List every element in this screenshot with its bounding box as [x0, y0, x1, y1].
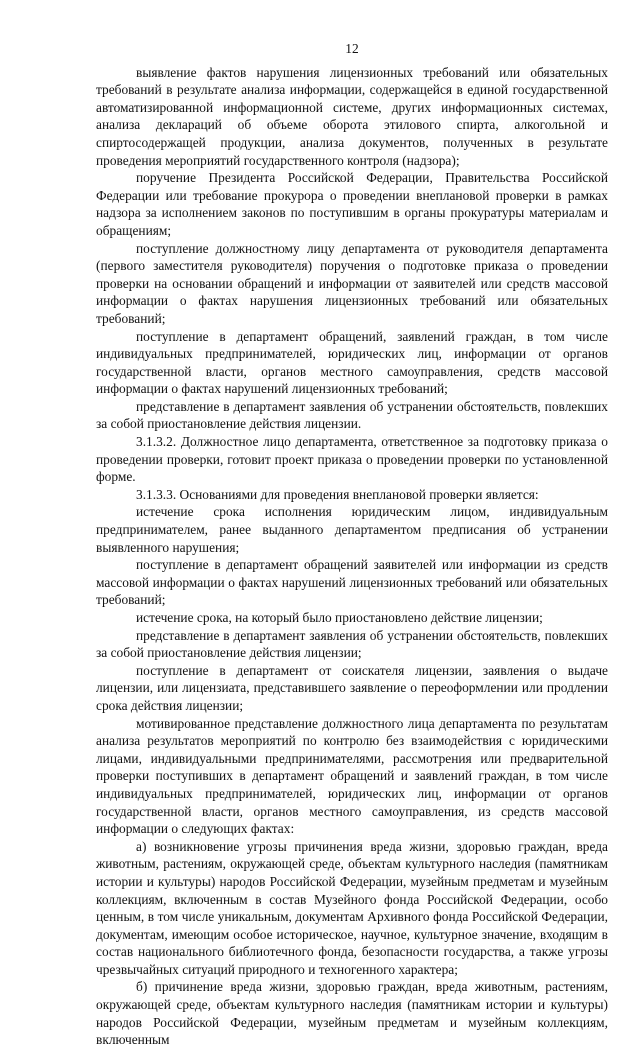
- paragraph: 3.1.3.3. Основаниями для проведения внеплановой проверки является:: [136, 486, 539, 502]
- paragraph: поступление в департамент обращений заявителей или информации из средств массовой информации о фактах нарушений лицензионных требований или обязательных требований;: [96, 557, 608, 608]
- paragraph: 3.1.3.2. Должностное лицо департамента, ответственное за подготовку приказа о проведении проверки, готовит проект приказа о проведении проверки по установленной форме.: [96, 434, 608, 485]
- paragraph: а) возникновение угрозы причинения вреда жизни, здоровью граждан, вреда животным, растениям, окружающей среде, объектам культурного наследия (памятникам истории и культуры) народов Российской Федерации, музейным предметам и музейным коллекциям, включенным в состав Музейного фонда Российской Федерации, особо ценным, в том числе уникальным, документам Архивного фонда Российской Федерации, документам, имеющим особое историческое, научное, культурное значение, входящим в состав национального библиотечного фонда, безопасности государства, а также угрозы чрезвычайных ситуаций природного и техногенного характера;: [96, 838, 608, 977]
- document-page: [96, 40, 608, 1049]
- paragraph: истечение срока исполнения юридическим лицом, индивидуальным предпринимателем, ранее выданного департаментом предписания об устранении выявленного нарушения;: [96, 504, 608, 555]
- paragraph: поручение Президента Российской Федерации, Правительства Российской Федерации или требование прокурора о проведении внеплановой проверки в рамках надзора за исполнением законов по поступившим в органы прокуратуры материалам и обращениям;: [96, 170, 608, 238]
- paragraph: б) причинение вреда жизни, здоровью граждан, вреда животным, растениям, окружающей среде, объектам культурного наследия (памятникам истории и культуры) народов Российской Федерации, музейным предметам и музейным коллекциям, включенным: [96, 979, 608, 1048]
- paragraph: выявление фактов нарушения лицензионных требований или обязательных требований в результате анализа информации, содержащейся в единой государственной автоматизированной информационной системе, других информационных системах, анализа деклараций об объеме оборота этилового спирта, алкогольной и спиртосодержащей продукции, анализа документов, полученных в результате проведения мероприятий государственного контроля (надзора);: [96, 64, 608, 168]
- paragraph: истечение срока, на который было приостановлено действие лицензии;: [136, 610, 543, 625]
- paragraph: представление в департамент заявления об устранении обстоятельств, повлекших за собой приостановление действия лицензии;: [96, 627, 608, 661]
- paragraph: поступление в департамент от соискателя лицензии, заявления о выдаче лицензии, или лицензиата, представившего заявление о переоформлении или продлении срока действия лицензии;: [96, 662, 608, 713]
- paragraph: поступление в департамент обращений, заявлений граждан, в том числе индивидуальных предпринимателей, юридических лиц, информации от органов государственной власти, органов местного самоуправления, средств массовой информации о фактах нарушений лицензионных требований;: [96, 328, 608, 397]
- paragraph: поступление должностному лицу департамента от руководителя департамента (первого заместителя руководителя) поручения о подготовке приказа о проведении проверки на основании обращений и информации от заявителей или средств массовой информации о фактах нарушения лицензионных требований или обязательных требований;: [96, 240, 608, 326]
- page-number: 12: [345, 41, 359, 56]
- paragraph: представление в департамент заявления об устранении обстоятельств, повлекших за собой приостановление действия лицензии.: [96, 398, 608, 432]
- paragraph: мотивированное представление должностного лица департамента по результатам анализа результатов мероприятий по контролю без взаимодействия с юридическими лицами, индивидуальными предпринимателями, рассмотрения или предварительной проверки поступивших в департамент обращений и заявлений граждан, в том числе индивидуальных предпринимателей, юридических лиц, информации от органов государственной власти, органов местного самоуправления, из средств массовой информации о следующих фактах:: [96, 715, 608, 837]
